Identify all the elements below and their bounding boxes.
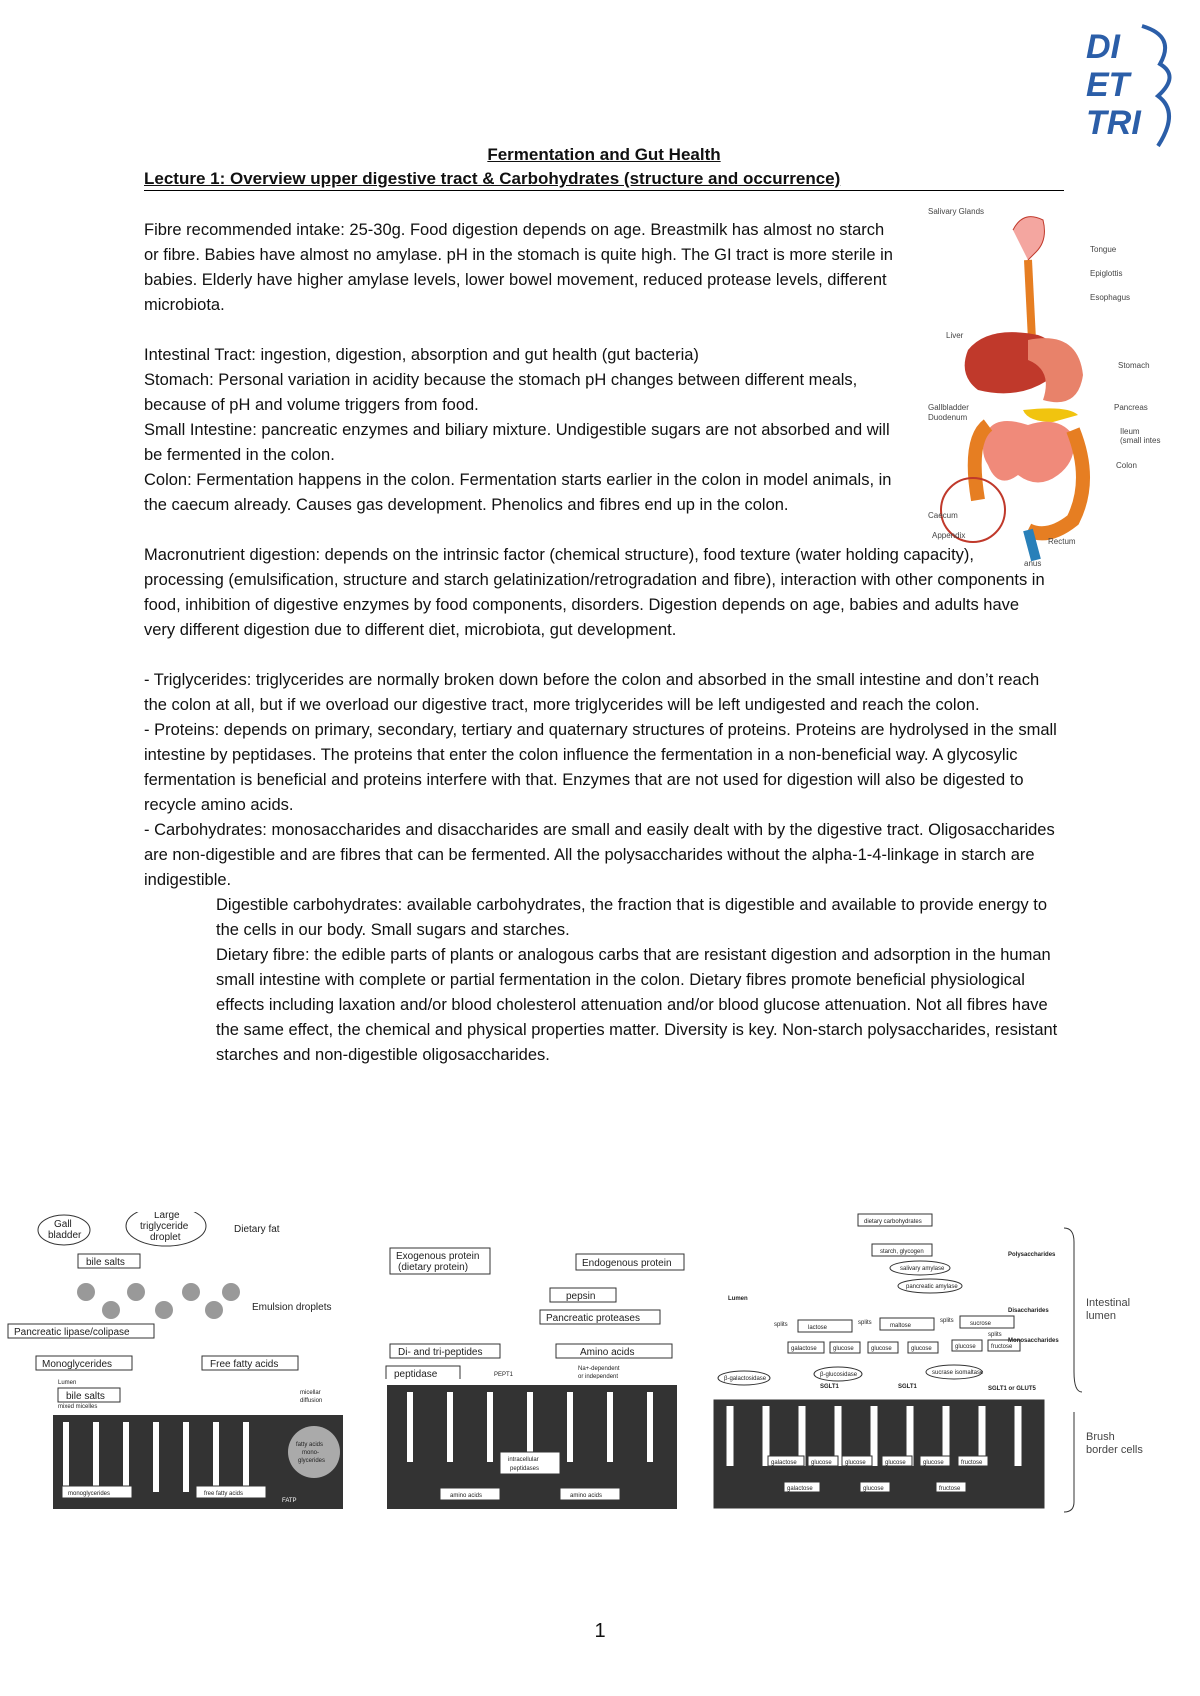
svg-text:Brush: Brush xyxy=(1086,1431,1115,1443)
paragraph-intestinal-tract: Intestinal Tract: ingestion, digestion, absorption and gut health (gut bacteria) Stomach: Personal variation in acidity because the stomach pH changes between different meals, because of pH and volume triggers from food. Small Intestine: pancreatic enzymes and biliary mixture. Undigestible sugars are not absorbed and will be fermented in the colon. Colon: Fermentation happens in the colon. Fermentation starts earlier in the colon in model animals, in the caecum already. Causes gas development. Phenolics and fibres end up in the colon. xyxy=(144,346,892,514)
label-ileum: Ileum xyxy=(1120,427,1140,436)
svg-text:SGLT1: SGLT1 xyxy=(820,1384,839,1390)
svg-text:fructose: fructose xyxy=(991,1344,1013,1350)
label-tongue: Tongue xyxy=(1090,245,1117,254)
svg-text:peptidases: peptidases xyxy=(510,1466,540,1472)
svg-text:mono-: mono- xyxy=(302,1450,320,1456)
label-stomach: Stomach xyxy=(1118,361,1150,370)
svg-text:galactose: galactose xyxy=(791,1346,817,1352)
protein-digestion-figure xyxy=(380,1212,696,1552)
svg-text:monoglycerides: monoglycerides xyxy=(68,1491,111,1497)
svg-text:splits: splits xyxy=(774,1322,788,1328)
svg-text:TRI: TRI xyxy=(1086,104,1141,142)
paragraph-dietary-fibre: Dietary fibre: the edible parts of plants or analogous carbs that are resistant digestion and adsorption in the human small intestine with complete or partial fermentation in the colon. Dietary fibres promote beneficial physiological effects including laxation and/or blood cholesterol attenuation and/or blood glucose attenuation. Not all fibres have the same effect, the chemical and physical properties matter. Diversity is key. Non-starch polysaccharides, resistant starches and non-digestible oligosaccharides. xyxy=(216,946,1058,1064)
svg-text:SGLT1 or GLUT5: SGLT1 or GLUT5 xyxy=(988,1386,1036,1392)
svg-text:glucose: glucose xyxy=(955,1344,976,1350)
label-colon: Colon xyxy=(1116,461,1137,470)
svg-text:triglyceride: triglyceride xyxy=(140,1221,189,1232)
svg-text:Emulsion droplets: Emulsion droplets xyxy=(252,1302,332,1313)
svg-text:β-galactosidase: β-galactosidase xyxy=(724,1376,767,1382)
svg-text:fructose: fructose xyxy=(961,1460,983,1466)
svg-text:SGLT1: SGLT1 xyxy=(898,1384,917,1390)
svg-text:splits: splits xyxy=(940,1318,954,1324)
svg-text:Monosaccharides: Monosaccharides xyxy=(1008,1338,1059,1344)
svg-text:maltose: maltose xyxy=(890,1323,912,1329)
label-salivary: Salivary Glands xyxy=(928,207,985,216)
label-liver: Liver xyxy=(946,331,964,340)
svg-text:amino acids: amino acids xyxy=(570,1493,603,1499)
paragraph-fibre: Fibre recommended intake: 25-30g. Food digestion depends on age. Breastmilk has almost no starch or fibre. Babies have almost no amylase. pH in the stomach is quite high. The GI tract is more sterile in babies. Elderly have higher amylase levels, lower bowel movement, reduced protease levels, different microbiota. xyxy=(144,221,893,314)
svg-text:salivary amylase: salivary amylase xyxy=(900,1266,945,1272)
svg-text:glucose: glucose xyxy=(833,1346,854,1352)
svg-text:Free fatty acids: Free fatty acids xyxy=(210,1359,279,1370)
lecture-heading: Lecture 1: Overview upper digestive tract & Carbohydrates (structure and occurrence) xyxy=(144,168,1064,191)
svg-text:galactose: galactose xyxy=(787,1486,813,1492)
svg-text:or independent: or independent xyxy=(578,1374,619,1380)
svg-text:Monoglycerides: Monoglycerides xyxy=(42,1359,113,1370)
svg-text:bladder: bladder xyxy=(48,1230,82,1241)
svg-text:Pancreatic proteases: Pancreatic proteases xyxy=(546,1313,640,1324)
svg-text:lumen: lumen xyxy=(1086,1310,1116,1322)
fat-digestion-figure xyxy=(6,1212,378,1552)
carbohydrate-digestion-figure xyxy=(708,1212,1196,1552)
svg-text:diffusion: diffusion xyxy=(300,1398,323,1404)
svg-text:peptidase: peptidase xyxy=(394,1369,438,1380)
svg-text:Gall: Gall xyxy=(54,1219,72,1230)
svg-text:Intestinal: Intestinal xyxy=(1086,1297,1131,1309)
svg-text:glucose: glucose xyxy=(871,1346,892,1352)
svg-text:lactose: lactose xyxy=(808,1325,828,1331)
svg-text:intracellular: intracellular xyxy=(508,1457,539,1463)
svg-text:ET: ET xyxy=(1086,66,1130,104)
paragraph-macronutrient: Macronutrient digestion: depends on the intrinsic factor (chemical structure), food texture (water holding capacity), processing (emulsification, structure and starch gelatinization/retrogradation and fibre), interaction with other components in food, inhibition of digestive enzymes by food components, disorders. Digestion depends on age, babies and adults have very different digestion due to different diet, microbiota, gut development. xyxy=(144,546,1045,639)
dietri-logo xyxy=(1080,16,1182,152)
svg-text:pepsin: pepsin xyxy=(566,1291,596,1302)
svg-text:Polysaccharides: Polysaccharides xyxy=(1008,1252,1056,1258)
label-rectum: Rectum xyxy=(1048,537,1076,546)
title-block xyxy=(144,144,1064,191)
svg-text:border cells: border cells xyxy=(1086,1444,1143,1456)
svg-text:free fatty acids: free fatty acids xyxy=(204,1491,244,1497)
svg-text:Pancreatic lipase/colipase: Pancreatic lipase/colipase xyxy=(14,1327,130,1338)
svg-text:Disaccharides: Disaccharides xyxy=(1008,1308,1049,1314)
label-duodenum: Duodenum xyxy=(928,413,968,422)
svg-text:Lumen: Lumen xyxy=(58,1380,77,1386)
page-number: 1 xyxy=(594,1620,606,1642)
svg-text:micellar: micellar xyxy=(300,1390,321,1396)
svg-text:fatty acids: fatty acids xyxy=(296,1442,324,1448)
svg-text:Amino acids: Amino acids xyxy=(580,1347,635,1358)
svg-text:pancreatic amylase: pancreatic amylase xyxy=(906,1284,958,1290)
svg-text:starch, glycogen: starch, glycogen xyxy=(880,1249,924,1255)
svg-text:splits: splits xyxy=(858,1320,872,1326)
svg-text:fructose: fructose xyxy=(939,1486,961,1492)
svg-text:glucose: glucose xyxy=(885,1460,906,1466)
svg-text:Di- and tri-peptides: Di- and tri-peptides xyxy=(398,1347,483,1358)
svg-text:galactose: galactose xyxy=(771,1460,797,1466)
paragraph-macros: - Triglycerides: triglycerides are normally broken down before the colon and absorbed in the small intestine and don’t reach the colon at all, but if we overload our digestive tract, more triglycerides will be left undigested and reach the colon. - Proteins: depends on primary, secondary, tertiary and quaternary structures of proteins. Proteins are hydrolysed in the small intestine by peptidases. The proteins that enter the colon influence the fermentation in a non-beneficial way. A glycosylic fermentation is beneficial and proteins interfere with that. Enzymes that are not used for digestion will also be digested to recycle amino acids. - Carbohydrates: monosaccharides and disaccharides are small and easily dealt with by the digestive tract. Oligosaccharides are non-digestible and are fibres that can be fermented. All the polysaccharides without the alpha-1-4-linkage in starch are indigestible. xyxy=(144,671,1057,889)
svg-text:mixed micelles: mixed micelles xyxy=(58,1404,98,1410)
label-caecum: Caecum xyxy=(928,511,958,520)
svg-text:FATP: FATP xyxy=(282,1498,297,1504)
svg-text:Lumen: Lumen xyxy=(728,1296,748,1302)
label-epiglottis: Epiglottis xyxy=(1090,269,1123,278)
svg-text:sucrase isomaltase: sucrase isomaltase xyxy=(932,1370,984,1376)
svg-text:bile salts: bile salts xyxy=(86,1257,125,1268)
svg-text:Large: Large xyxy=(154,1212,180,1221)
svg-text:PEPT1: PEPT1 xyxy=(494,1372,514,1378)
label-esophagus: Esophagus xyxy=(1090,293,1131,302)
svg-text:(dietary protein): (dietary protein) xyxy=(398,1262,469,1273)
label-gallbladder: Gallbladder xyxy=(928,403,969,412)
label-pancreas: Pancreas xyxy=(1114,403,1148,412)
svg-text:Dietary fat: Dietary fat xyxy=(234,1224,280,1235)
svg-text:sucrose: sucrose xyxy=(970,1321,992,1327)
svg-text:glucose: glucose xyxy=(911,1346,932,1352)
svg-text:Exogenous protein: Exogenous protein xyxy=(396,1251,480,1262)
label-appendix: Appendix xyxy=(932,531,966,540)
digestive-system-diagram xyxy=(928,200,1168,620)
body-text xyxy=(144,218,1064,1068)
paragraph-digestible-carbs: Digestible carbohydrates: available carbohydrates, the fraction that is digestible and available to provide energy to the cells in our body. Small sugars and starches. xyxy=(216,896,1047,939)
svg-text:β-glucosidase: β-glucosidase xyxy=(820,1372,858,1378)
svg-text:dietary carbohydrates: dietary carbohydrates xyxy=(864,1219,922,1225)
svg-text:glucose: glucose xyxy=(863,1486,884,1492)
svg-text:Na+-dependent: Na+-dependent xyxy=(578,1366,620,1372)
svg-text:glycerides: glycerides xyxy=(298,1458,326,1464)
svg-text:DI: DI xyxy=(1086,28,1120,66)
svg-text:droplet: droplet xyxy=(150,1232,181,1243)
svg-text:bile salts: bile salts xyxy=(66,1391,105,1402)
label-anus: anus xyxy=(1024,559,1042,568)
label-ileum2: (small intes xyxy=(1120,436,1161,445)
svg-text:glucose: glucose xyxy=(811,1460,832,1466)
svg-text:glucose: glucose xyxy=(845,1460,866,1466)
document-title: Fermentation and Gut Health xyxy=(487,145,721,164)
svg-text:splits: splits xyxy=(988,1332,1002,1338)
svg-text:amino acids: amino acids xyxy=(450,1493,483,1499)
svg-text:glucose: glucose xyxy=(923,1460,944,1466)
svg-text:Endogenous protein: Endogenous protein xyxy=(582,1258,672,1269)
